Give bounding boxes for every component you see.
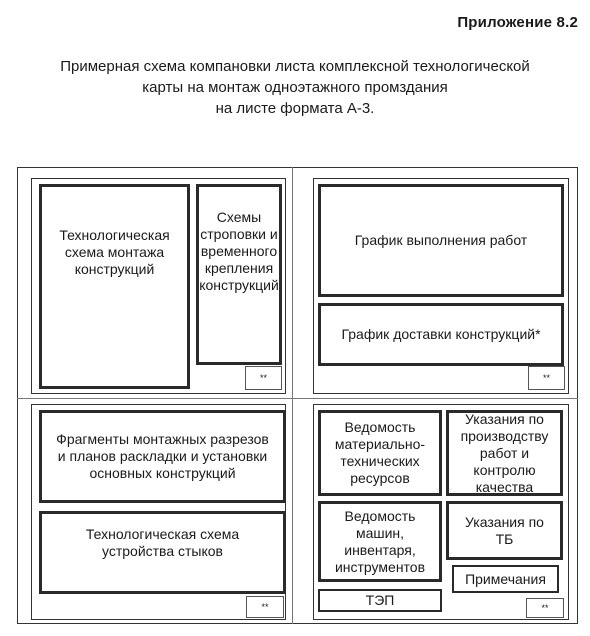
block-work-schedule-label: График выполнения работ — [354, 232, 528, 248]
block-machines-list — [318, 501, 442, 582]
vertical-fold-line — [292, 167, 293, 624]
block-joint-scheme — [39, 511, 286, 594]
title-line-2: карты на монтаж одноэтажного промздания — [142, 79, 448, 96]
block-quality-instructions-label: Указания по производству работ и контролю качества — [460, 410, 549, 495]
block-slinging-schemes — [196, 184, 282, 365]
block-joint-scheme-label: Технологическая схема устройства стыков — [85, 526, 240, 559]
block-safety-instructions — [446, 501, 563, 560]
block-quality-instructions — [446, 410, 563, 496]
block-material-resources-label: Ведомость материально- технических ресурсов — [334, 419, 426, 486]
title-line-1: Примерная схема компановки листа комплексной технологической — [60, 58, 530, 75]
block-montage-scheme-label: Технологическая схема монтажа конструкций — [59, 227, 170, 277]
block-delivery-schedule — [318, 303, 564, 366]
block-montage-scheme — [39, 184, 190, 389]
block-delivery-schedule-label: График доставки конструкций* — [341, 326, 541, 342]
stamp-marker-bottom-left: ** — [246, 596, 284, 618]
block-material-resources — [318, 410, 442, 496]
block-notes — [452, 565, 559, 593]
block-work-schedule — [318, 184, 564, 297]
block-section-fragments-label: Фрагменты монтажных разрезов и планов раскладки и установки основных конструкций — [56, 431, 269, 481]
block-tep-label: ТЭП — [365, 592, 395, 608]
stamp-marker-top-right: ** — [528, 366, 565, 390]
appendix-label: Приложение 8.2 — [457, 14, 578, 31]
block-safety-instructions-label: Указания по ТБ — [465, 513, 544, 547]
block-tep — [318, 589, 442, 612]
block-notes-label: Примечания — [465, 570, 546, 587]
block-machines-list-label: Ведомость машин, инвентаря, инструментов — [334, 507, 426, 575]
stamp-marker-top-left: ** — [245, 366, 282, 390]
diagram-title — [20, 56, 570, 119]
block-slinging-schemes-label: Схемы строповки и временного крепления конструкций — [199, 209, 279, 293]
horizontal-fold-line — [17, 398, 578, 399]
block-section-fragments — [39, 410, 286, 503]
stamp-marker-bottom-right: ** — [526, 598, 564, 618]
title-line-3: на листе формата А-3. — [215, 100, 375, 117]
